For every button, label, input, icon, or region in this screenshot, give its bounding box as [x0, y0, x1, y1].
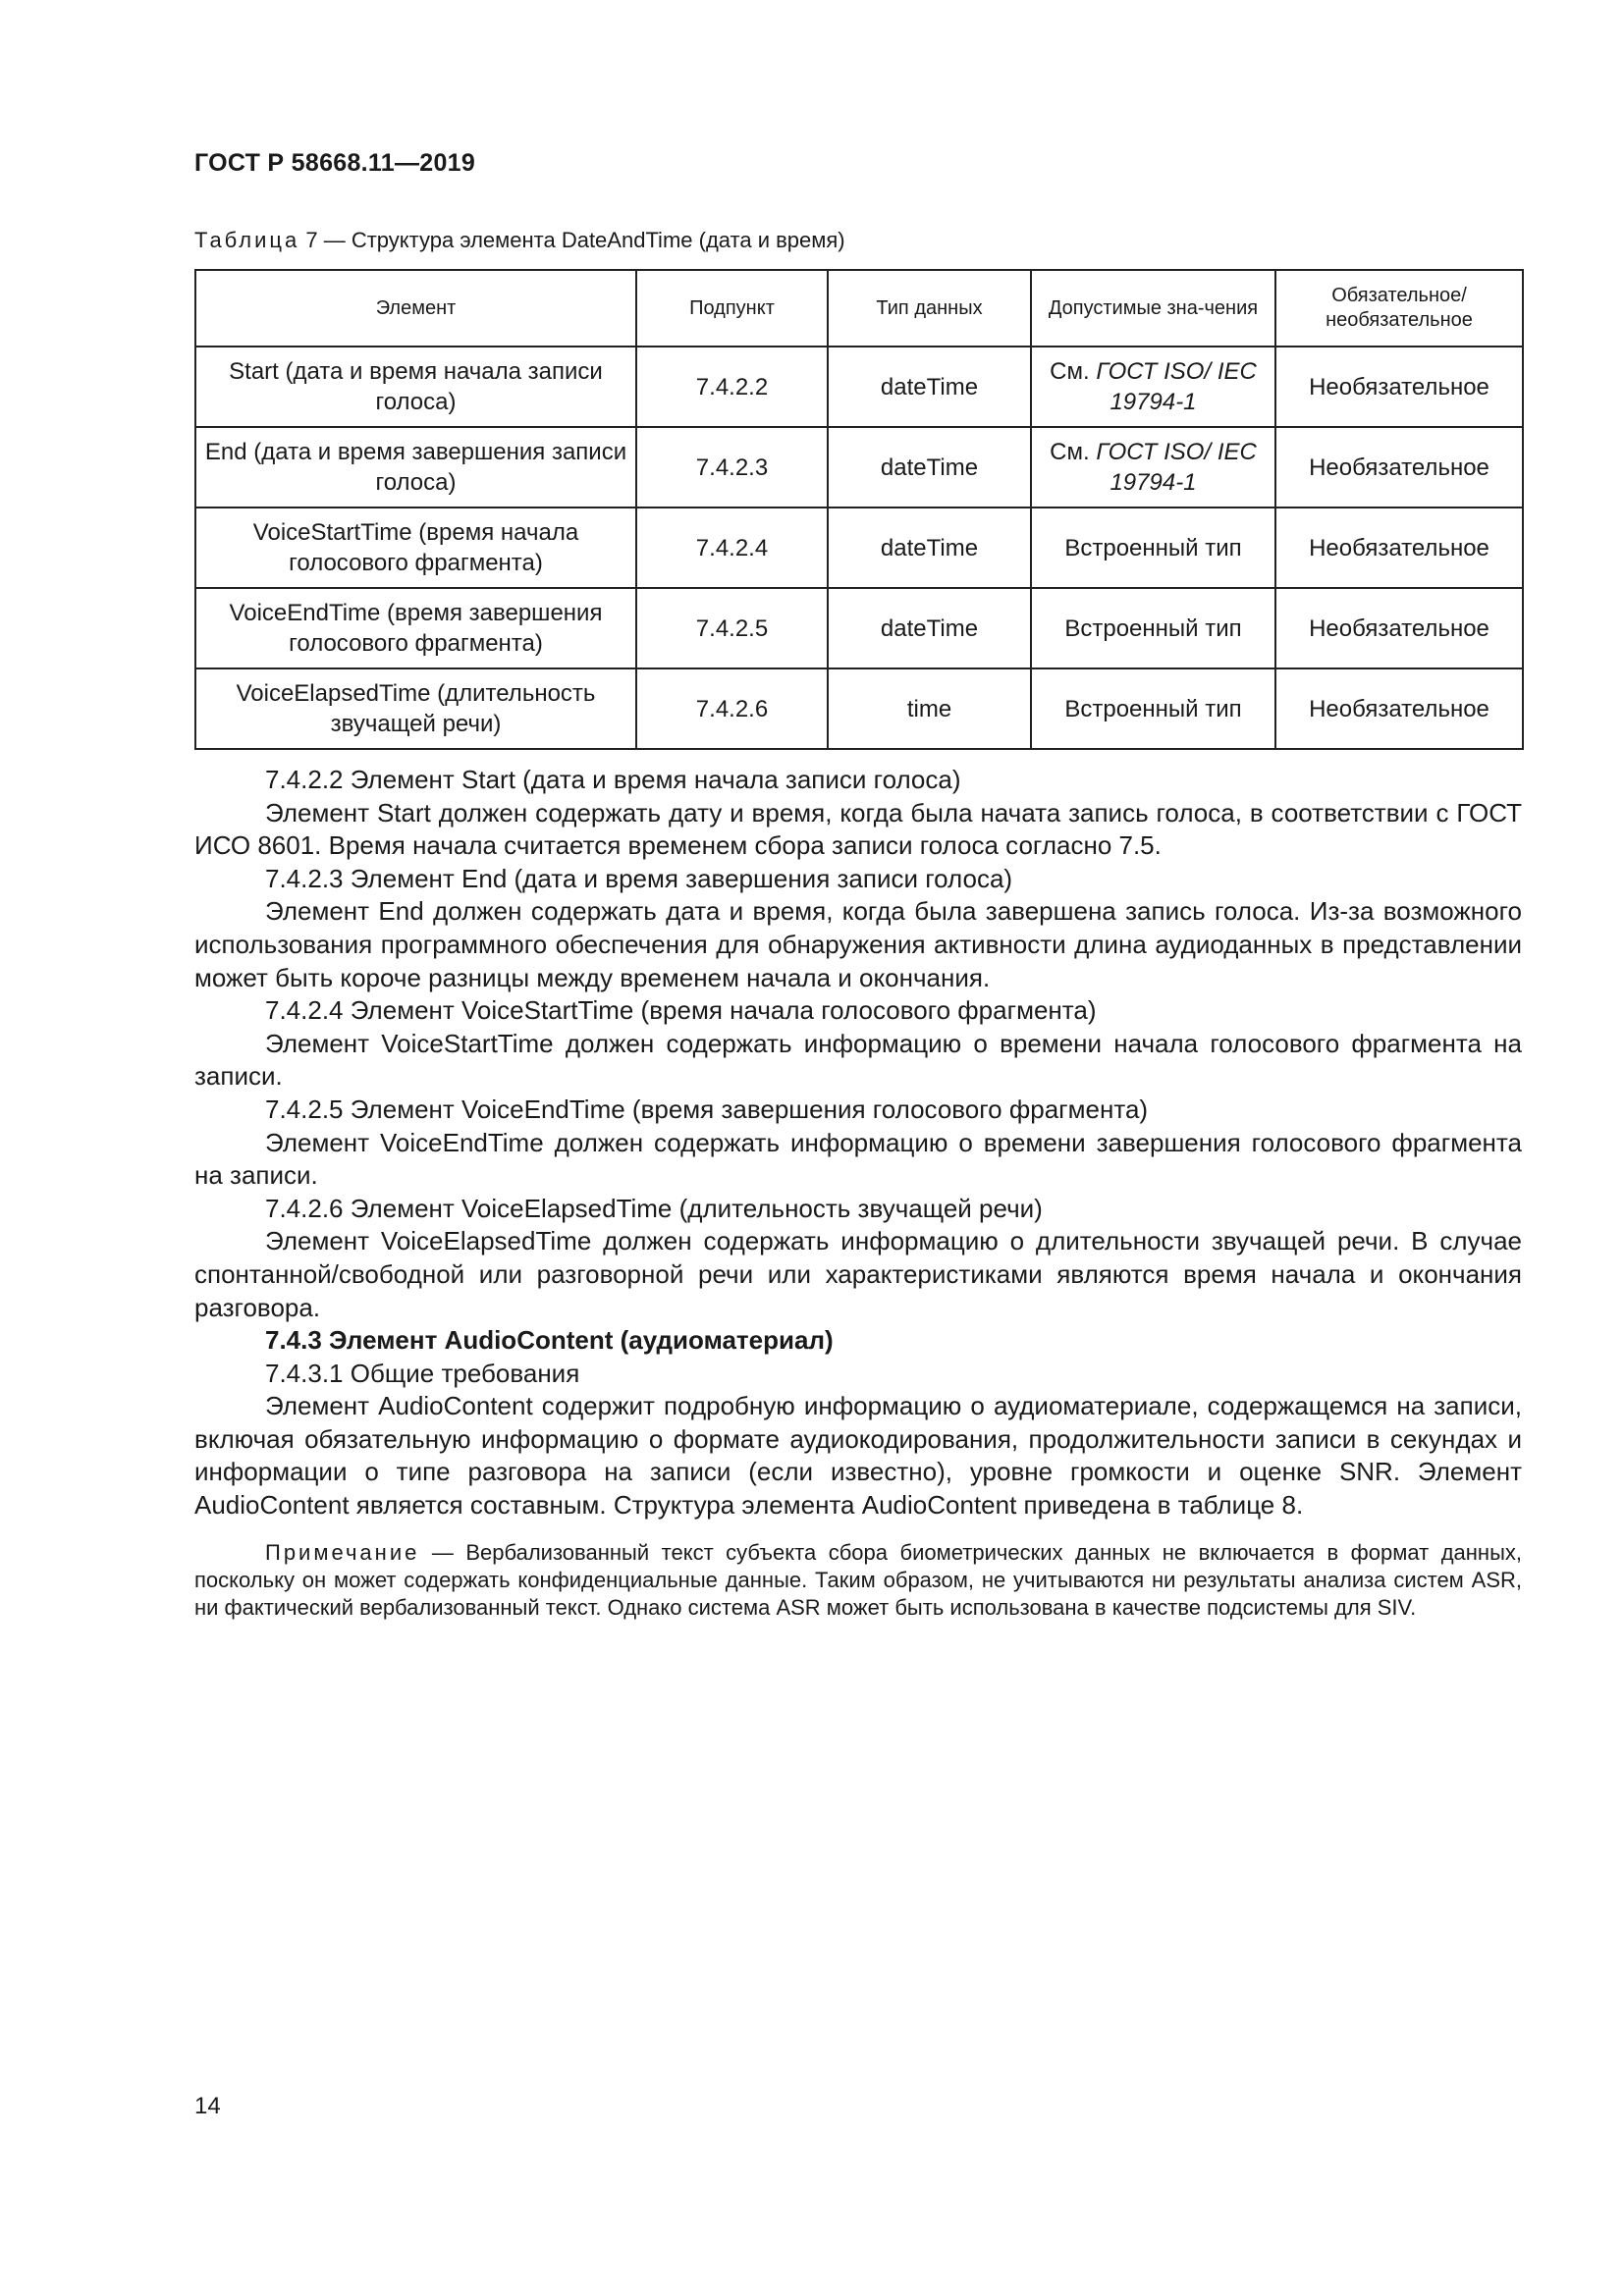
table-row: [195, 347, 1523, 427]
cell-element: VoiceElapsedTime (длительность звучащей речи): [195, 668, 636, 749]
col-header-allowed-values: Допустимые зна-чения: [1031, 270, 1275, 347]
col-header-subclause: Подпункт: [636, 270, 828, 347]
section-heading-7-4-3: 7.4.3 Элемент AudioContent (аудиоматериал): [265, 1325, 834, 1356]
clause-heading-7-4-2-5: 7.4.2.5 Элемент VoiceEndTime (время завершения голосового фрагмента): [265, 1094, 1149, 1124]
paragraph: Элемент VoiceStartTime должен содержать информацию о времени начала голосового фрагмента на записи.: [194, 1028, 1522, 1092]
cell-allowed-values: Встроенный тип: [1031, 507, 1275, 588]
standard-designation: ГОСТ Р 58668.11—2019: [194, 149, 476, 177]
clause-heading-7-4-2-3: 7.4.2.3 Элемент End (дата и время завершения записи голоса): [265, 863, 1013, 893]
ref-prefix: См.: [1050, 358, 1090, 385]
table-row: [195, 427, 1523, 507]
paragraph: Элемент Start должен содержать дату и время, когда была начата запись голоса, в соответствии с ГОСТ ИСО 8601. Время начала считается временем сбора записи голоса согласно 7.5.: [194, 797, 1522, 861]
cell-allowed-values: Встроенный тип: [1031, 588, 1275, 668]
cell-subclause: 7.4.2.5: [636, 588, 828, 668]
paragraph: Элемент AudioContent содержит подробную информацию о аудиоматериале, содержащемся на записи, включая обязательную информацию о формате аудиокодирования, продолжительности записи в секундах и информации о типе разговора на записи (если известно), уровне громкости и оценке SNR. Элемент AudioContent является составным. Структура элемента AudioContent приведена в таблице 8.: [194, 1391, 1522, 1521]
table-row: [195, 588, 1523, 668]
cell-element: VoiceEndTime (время завершения голосового фрагмента): [195, 588, 636, 668]
ref-standard: ГОСТ ISO/ IEC 19794-1: [1096, 439, 1257, 496]
cell-mandatory: Необязательное: [1275, 588, 1523, 668]
cell-allowed-values: Встроенный тип: [1031, 668, 1275, 749]
ref-prefix: См.: [1050, 439, 1090, 465]
clause-heading-7-4-2-2: 7.4.2.2 Элемент Start (дата и время начала записи голоса): [265, 765, 961, 794]
structure-table: [194, 269, 1524, 750]
cell-allowed-values: [1031, 347, 1275, 427]
body-text: [194, 764, 1522, 1522]
cell-allowed-values: [1031, 427, 1275, 507]
cell-data-type: dateTime: [828, 427, 1031, 507]
cell-mandatory: Необязательное: [1275, 347, 1523, 427]
cell-mandatory: Необязательное: [1275, 668, 1523, 749]
cell-subclause: 7.4.2.2: [636, 347, 828, 427]
table-caption-text: 7 — Структура элемента DateAndTime (дата и время): [299, 228, 845, 252]
cell-data-type: time: [828, 668, 1031, 749]
ref-standard: ГОСТ ISO/ IEC 19794-1: [1096, 358, 1257, 415]
page-number: 14: [194, 2093, 221, 2119]
cell-mandatory: Необязательное: [1275, 507, 1523, 588]
table-caption: [194, 228, 845, 253]
cell-element: VoiceStartTime (время начала голосового фрагмента): [195, 507, 636, 588]
cell-data-type: dateTime: [828, 588, 1031, 668]
note-text: — Вербализованный текст субъекта сбора биометрических данных не включается в формат данных, поскольку он может содержать конфиденциальные данные. Таким образом, не учитываются ни результаты анализа систем ASR, ни фактический вербализованный текст. Однако система ASR может быть использована в качестве подсистемы для SIV.: [194, 1540, 1522, 1620]
paragraph: Элемент End должен содержать дата и время, когда была завершена запись голоса. Из-за возможного использования программного обеспечения для обнаружения активности длина аудиоданных в представлении может быть короче разницы между временем начала и окончания.: [194, 896, 1522, 992]
note: [194, 1539, 1522, 1622]
col-header-data-type: Тип данных: [828, 270, 1031, 347]
note-label: Примечание: [265, 1540, 420, 1565]
paragraph: Элемент VoiceEndTime должен содержать информацию о времени завершения голосового фрагмента на записи.: [194, 1127, 1522, 1191]
cell-subclause: 7.4.2.3: [636, 427, 828, 507]
col-header-element: Элемент: [195, 270, 636, 347]
cell-element: Start (дата и время начала записи голоса): [195, 347, 636, 427]
clause-heading-7-4-2-4: 7.4.2.4 Элемент VoiceStartTime (время начала голосового фрагмента): [265, 995, 1097, 1026]
cell-subclause: 7.4.2.4: [636, 507, 828, 588]
table-header-row: [195, 270, 1523, 347]
table-row: [195, 668, 1523, 749]
cell-subclause: 7.4.2.6: [636, 668, 828, 749]
paragraph: Элемент VoiceElapsedTime должен содержать информацию о длительности звучащей речи. В случае спонтанной/свободной или разговорной речи или характеристиками являются время начала и окончания разговора.: [194, 1226, 1522, 1322]
cell-data-type: dateTime: [828, 507, 1031, 588]
cell-element: End (дата и время завершения записи голоса): [195, 427, 636, 507]
table-row: [195, 507, 1523, 588]
clause-heading-7-4-2-6: 7.4.2.6 Элемент VoiceElapsedTime (длительность звучащей речи): [265, 1193, 1043, 1223]
clause-heading-7-4-3-1: 7.4.3.1 Общие требования: [265, 1358, 580, 1388]
cell-data-type: dateTime: [828, 347, 1031, 427]
table-caption-label: Таблица: [194, 228, 300, 252]
cell-mandatory: Необязательное: [1275, 427, 1523, 507]
col-header-mandatory: Обязательное/ необязательное: [1275, 270, 1523, 347]
